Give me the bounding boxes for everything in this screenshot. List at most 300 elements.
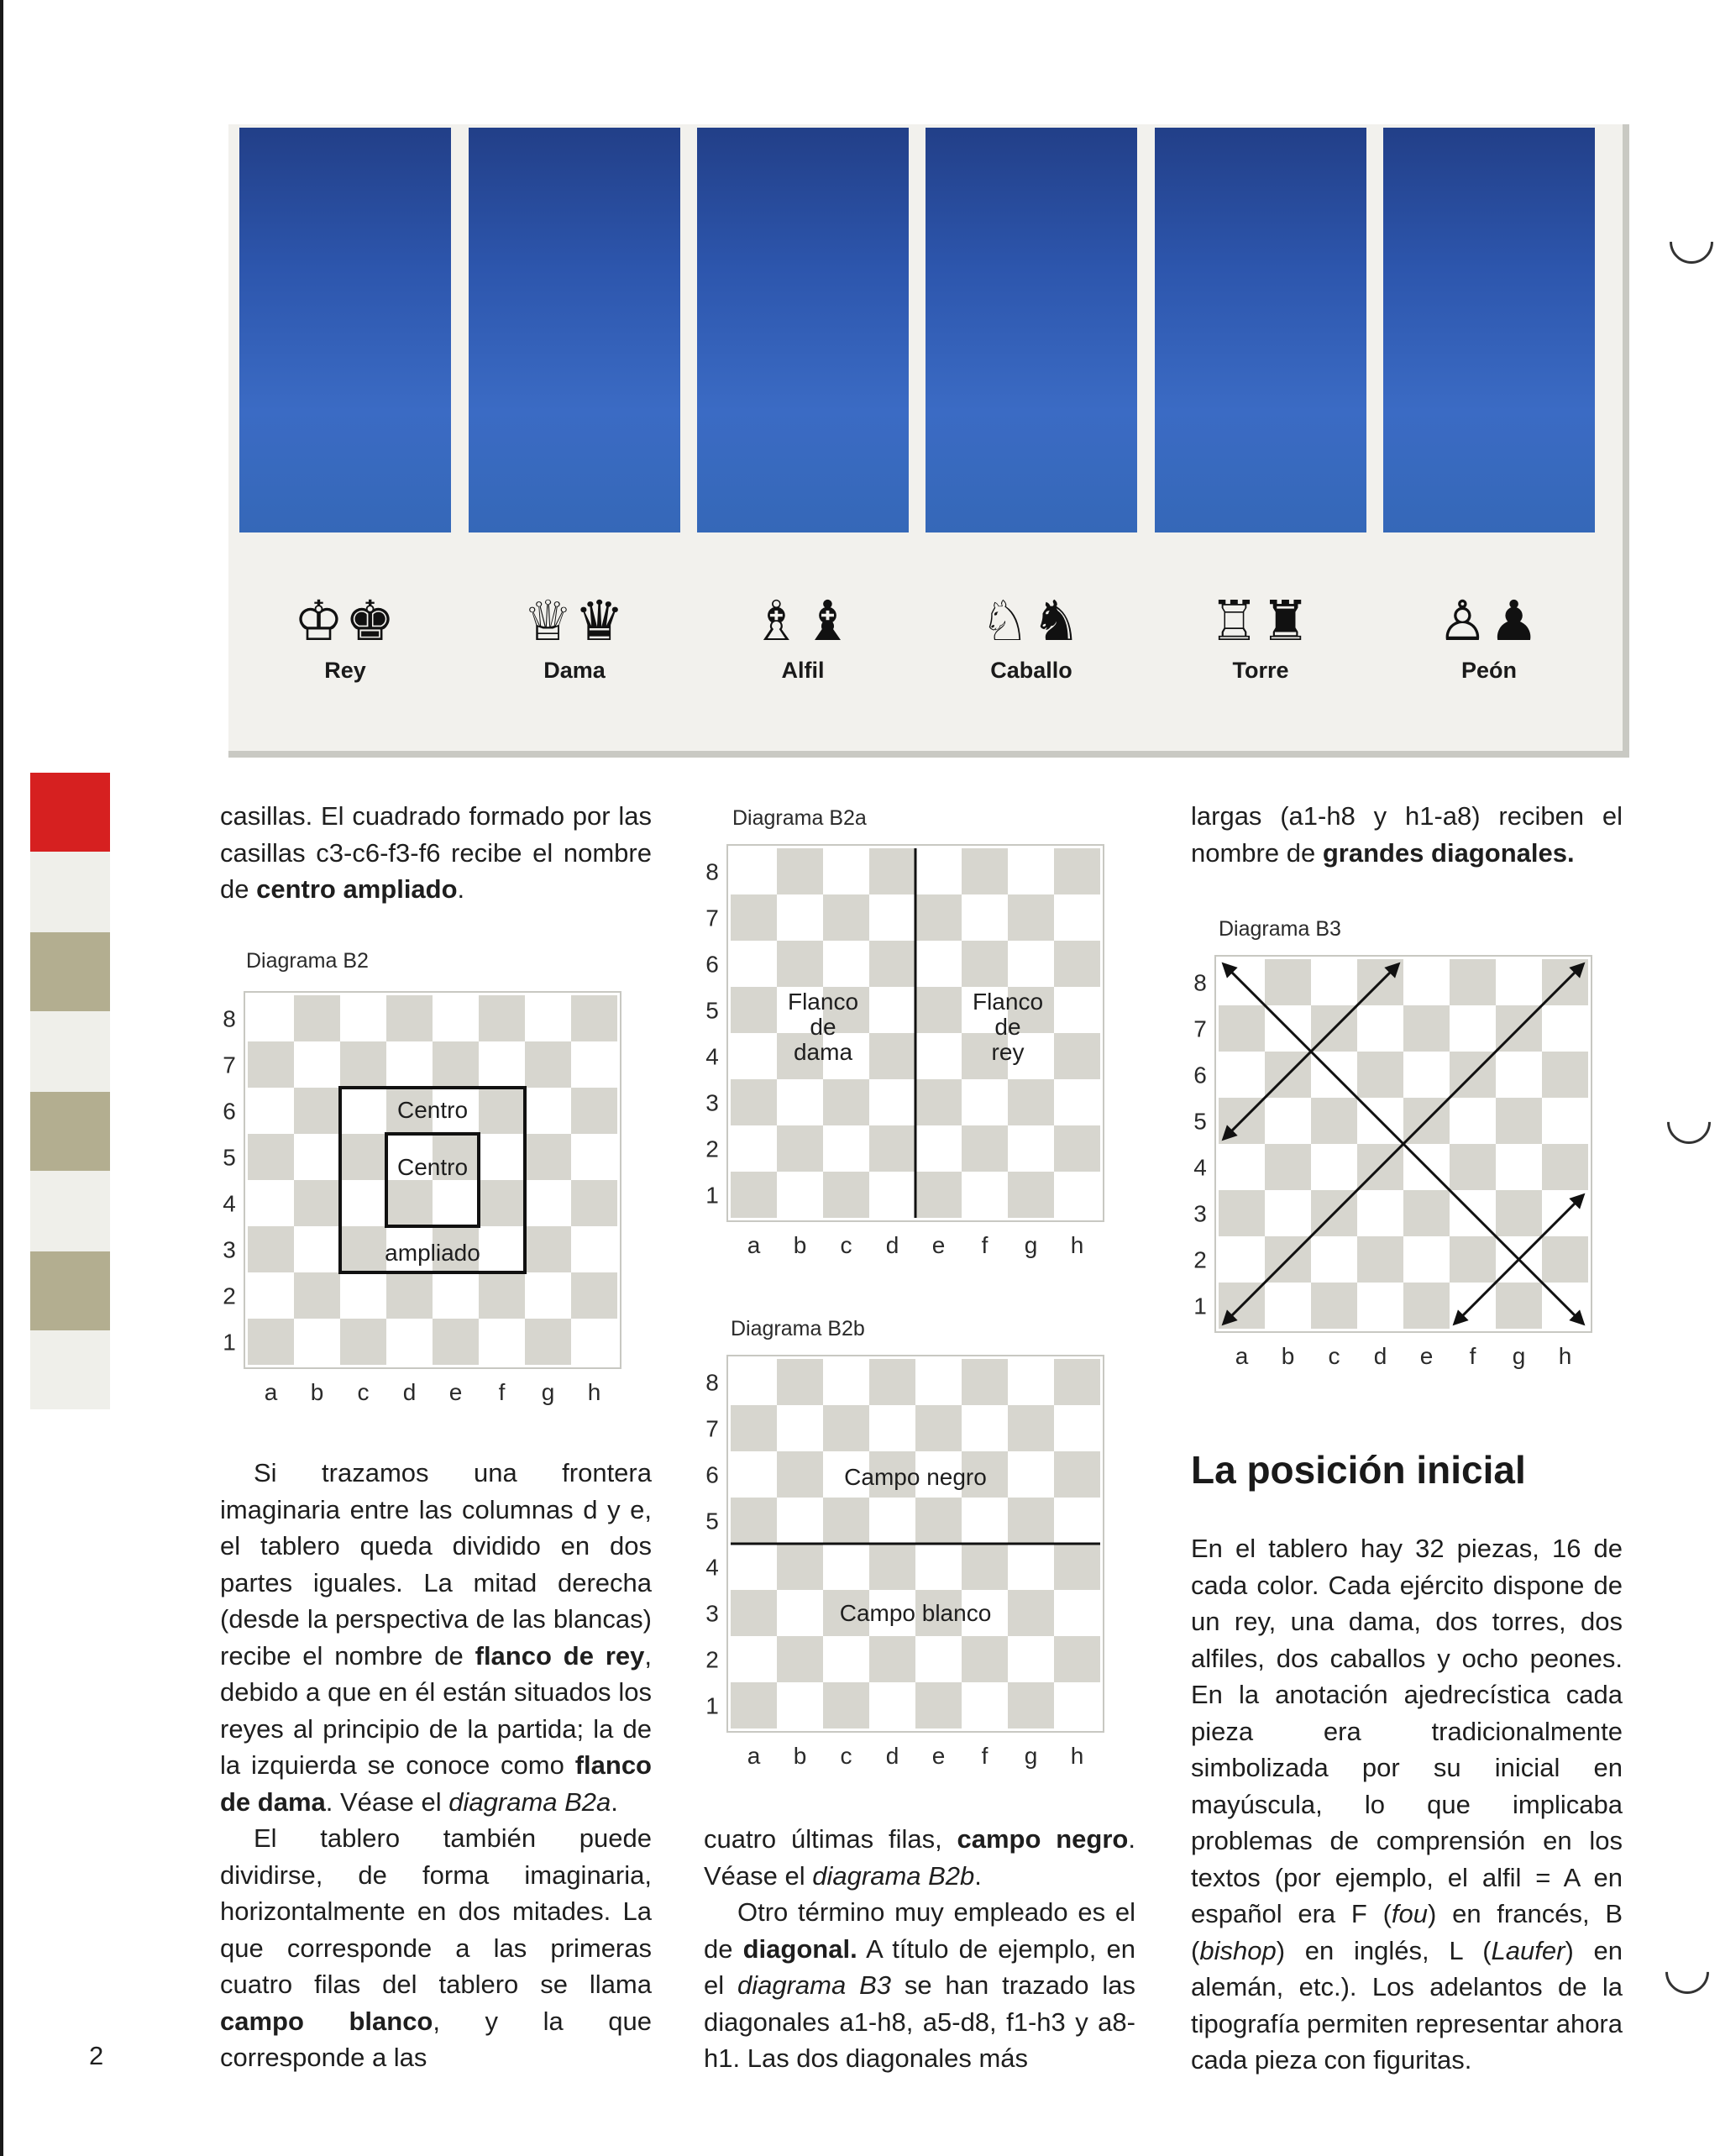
board-square [479,1272,525,1319]
text-run: , debido a que en él están situados los reyes al principio de la partida; la de la izquierda se conoce como [220,1640,652,1780]
board-square [571,995,617,1041]
board-square [1054,894,1100,941]
file-label: e [1419,1343,1434,1369]
board-square [1054,1636,1100,1682]
board-square [731,1590,777,1636]
paragraph [220,1455,652,1820]
board-square [731,1636,777,1682]
board-square [1265,1190,1311,1236]
piece-name: Rey [324,658,366,683]
piece-caballo [926,588,1137,706]
board-square [1265,1283,1311,1329]
file-label: e [931,1232,946,1258]
text-run: En el tablero hay 32 piezas, 16 de cada color. Cada ejército dispone de un rey, una dama, dos torres, dos alfiles, dos caballos y ocho peones. En la anotación ajedrecística cada pieza era tradicionalmente simbolizada por su inicial en mayúscula, lo que implicaba problemas de comprensión en los textos (por ejemplo, el alfil = A en español era F ( [1191,1534,1623,1928]
board-square [1357,1190,1403,1236]
board-square [962,1125,1008,1172]
board-square [731,1172,777,1218]
outer-label: Centro [396,1097,469,1123]
king-flank-label: rey [991,1039,1025,1065]
board-square [915,1636,962,1682]
board-square [1496,959,1542,1005]
board-square [1008,1451,1054,1498]
diagram-b3 [1185,955,1639,1375]
board-square [525,1272,571,1319]
board-square [248,1041,294,1088]
board-square [1542,1236,1588,1283]
text-run: A título de ejemplo, en el [704,1933,1135,2000]
board-square [1542,1052,1588,1098]
board-square [479,1226,525,1272]
board-square [1219,1052,1265,1098]
board-square [869,987,915,1033]
board-square [962,1544,1008,1590]
board-square [869,1682,915,1728]
board-square [1496,1144,1542,1190]
diagram-b2b [697,1355,1151,1775]
board-square [777,1590,823,1636]
section-heading: La posición inicial [1191,1448,1526,1492]
italic-reference: bishop [1199,1935,1277,1965]
board-square [525,1319,571,1365]
board-square [777,894,823,941]
board-square [1008,1405,1054,1451]
photo-peon [1383,128,1595,532]
board-square [294,1272,340,1319]
board-square [571,1226,617,1272]
board-square [915,1544,962,1590]
board-square [962,1079,1008,1125]
binder-hole [1658,1091,1720,1153]
board-square [1008,1125,1054,1172]
board-square [731,1544,777,1590]
rank-label: 2 [223,1283,236,1309]
board-square [731,848,777,894]
board-square [1496,1052,1542,1098]
board-square [1008,1172,1054,1218]
board-square [248,1272,294,1319]
file-label: h [1558,1343,1572,1369]
board-square [1054,987,1100,1033]
board-square [777,1682,823,1728]
board-square [777,1451,823,1498]
file-label: b [310,1379,324,1405]
board-square [777,1359,823,1405]
board-square [731,1498,777,1544]
diagram-title-b2: Diagrama B2 [246,949,369,973]
rank-label: 8 [1193,969,1207,996]
rank-label: 2 [705,1136,719,1162]
piece-name: Alfil [781,658,825,683]
rank-label: 7 [705,905,719,931]
queen-flank-label: Flanco [787,989,859,1015]
board-square [340,1041,386,1088]
king-icon: ♔♚ [293,589,397,653]
board-square [962,941,1008,987]
file-label: g [541,1379,555,1405]
king-flank-label: Flanco [972,989,1044,1015]
rank-label: 5 [223,1144,236,1171]
file-label: h [1070,1232,1084,1258]
board-square [777,1125,823,1172]
rank-label: 6 [705,951,719,978]
board-square [386,995,433,1041]
board-square [869,1359,915,1405]
board-square [1054,1405,1100,1451]
page-edge [0,0,3,2156]
italic-reference: diagrama B3 [737,1970,892,2000]
board-square [915,1498,962,1544]
board-square [731,1405,777,1451]
board-square [1008,1590,1054,1636]
rank-label: 5 [1193,1108,1207,1135]
photo-torre [1155,128,1366,532]
file-label: c [840,1743,852,1769]
paragraph [704,1894,1135,2077]
board-square [962,1405,1008,1451]
board-square [1265,1098,1311,1144]
board-square [777,1079,823,1125]
board-square [340,1272,386,1319]
text-run: , y la que corresponde a las [220,2006,652,2072]
board-square [1450,1236,1496,1283]
bold-term: flanco de rey [475,1640,645,1671]
text-run: Si trazamos una frontera imaginaria entre las columnas d y e, el tablero queda dividido en dos partes iguales. La mitad derecha (desde la perspectiva de las blancas) recibe el nombre de [220,1458,652,1671]
board-square [1265,959,1311,1005]
board-square [525,1041,571,1088]
board-square [433,1041,479,1088]
rank-label: 1 [705,1182,719,1209]
file-label: e [448,1379,463,1405]
file-label: e [931,1743,946,1769]
strip-light [30,1011,110,1092]
rank-label: 8 [705,1369,719,1396]
column-1-top [220,798,652,908]
rank-label: 5 [705,1508,719,1534]
board-square [248,1088,294,1134]
board-square [525,1226,571,1272]
knight-icon: ♘♞ [979,589,1083,653]
board-square [1008,1544,1054,1590]
strip-light [30,1330,110,1409]
rank-label: 4 [1193,1154,1207,1181]
rank-label: 8 [223,1005,236,1032]
board-square [1054,1498,1100,1544]
board-square [340,1226,386,1272]
board-square [915,1359,962,1405]
board-square [1403,1283,1450,1329]
rank-label: 7 [1193,1015,1207,1042]
strip-khaki [30,1092,110,1171]
file-label: g [1024,1232,1038,1258]
board-square [1054,1125,1100,1172]
file-label: d [1373,1343,1387,1369]
rank-label: 7 [223,1052,236,1078]
board-square [479,1041,525,1088]
file-label: a [747,1232,761,1258]
photo-alfil [697,128,909,532]
rook-icon: ♖♜ [1209,589,1313,653]
board-square [1403,959,1450,1005]
board-square [433,1272,479,1319]
board-square [479,995,525,1041]
board-square [1403,1190,1450,1236]
rank-label: 3 [223,1236,236,1263]
board-square [294,995,340,1041]
column-3-top [1191,798,1623,871]
strip-khaki [30,932,110,1011]
binder-hole [1660,211,1720,273]
file-label: b [793,1743,807,1769]
board-square [962,848,1008,894]
rank-label: 1 [1193,1293,1207,1319]
queen-flank-label: dama [793,1039,853,1065]
inner-label: Centro [396,1154,469,1180]
board-square [731,894,777,941]
queen-flank-label: de [810,1014,836,1040]
piece-torre [1155,588,1366,706]
file-label: c [1328,1343,1340,1369]
board-square [962,1682,1008,1728]
board-square [1357,1005,1403,1052]
file-label: d [885,1232,899,1258]
board-square [248,1226,294,1272]
board-square [571,1180,617,1226]
board-square [731,1682,777,1728]
file-label: d [885,1743,899,1769]
strip-khaki [30,1251,110,1330]
board-square [869,848,915,894]
italic-reference: Laufer [1491,1935,1565,1965]
rank-label: 2 [705,1646,719,1673]
text-run: cuatro últimas filas, [704,1824,957,1854]
text-run: . Véase el [325,1786,449,1817]
board-square [1542,1144,1588,1190]
board-square [571,1088,617,1134]
board-square [386,1041,433,1088]
rank-label: 1 [705,1692,719,1719]
board-square [1054,1590,1100,1636]
board-square [915,848,962,894]
board-square [1054,1359,1100,1405]
board-square [869,941,915,987]
text-run: ) en francés, B ( [1191,1899,1623,1965]
board-square [962,1172,1008,1218]
rank-label: 6 [1193,1062,1207,1088]
diagram-title-b2a: Diagrama B2a [732,806,867,830]
queen-icon: ♕♛ [522,589,627,653]
board-square [294,1134,340,1180]
board-square [1219,1236,1265,1283]
file-label: h [587,1379,601,1405]
board-square [731,987,777,1033]
rank-label: 4 [223,1190,236,1217]
board-square [433,1180,479,1226]
board-square [340,1134,386,1180]
file-label: f [981,1743,988,1769]
board-square [823,941,869,987]
rank-label: 6 [705,1461,719,1488]
white-field-label: Campo blanco [839,1600,992,1626]
board-square [294,1041,340,1088]
photo-caballo [926,128,1137,532]
italic-reference: fou [1391,1899,1429,1928]
board-square [869,1125,915,1172]
file-label: a [1235,1343,1249,1369]
file-label: f [1469,1343,1476,1369]
board-square [340,995,386,1041]
bold-term: flanco de dama [220,1750,652,1817]
board-square [340,1180,386,1226]
board-square [823,1405,869,1451]
board-square [386,1272,433,1319]
board-square [433,1319,479,1365]
board-square [777,1498,823,1544]
board-square [823,848,869,894]
piece-name: Peón [1460,658,1517,683]
board-square [1496,1283,1542,1329]
black-field-label: Campo negro [844,1464,987,1490]
rank-label: 5 [705,997,719,1024]
board-square [294,1319,340,1365]
rank-label: 1 [223,1329,236,1356]
board-square [479,1088,525,1134]
board-square [731,1451,777,1498]
paragraph [220,798,652,908]
file-label: d [402,1379,417,1405]
board-square [1219,1190,1265,1236]
board-square [1219,1144,1265,1190]
board-square [1054,941,1100,987]
board-square [869,1544,915,1590]
board-square [386,1319,433,1365]
board-square [869,894,915,941]
board-square [823,1498,869,1544]
board-square [777,1405,823,1451]
board-square [823,1544,869,1590]
file-label: a [747,1743,761,1769]
column-3-bottom [1191,1530,1623,2079]
board-square [823,1079,869,1125]
board-square [1054,1079,1100,1125]
paragraph [1191,1530,1623,2079]
binder-hole [1656,1941,1718,2003]
file-label: c [840,1232,852,1258]
board-square [1008,848,1054,894]
board-square [1450,959,1496,1005]
board-square [340,1319,386,1365]
bold-term: campo blanco [220,2006,433,2036]
text-run: . Véase el [704,1824,1135,1891]
board-square [962,1498,1008,1544]
board-square [1054,848,1100,894]
file-label: g [1512,1343,1526,1369]
paragraph [704,1821,1135,1894]
board-square [777,1544,823,1590]
board-square [1008,1636,1054,1682]
italic-reference: diagrama B2a [448,1786,611,1817]
board-square [1311,1236,1357,1283]
board-square [731,1033,777,1079]
board-square [479,1134,525,1180]
board-square [731,1359,777,1405]
board-square [479,1319,525,1365]
strip-light [30,1171,110,1251]
board-square [731,1079,777,1125]
board-square [1450,1005,1496,1052]
board-square [1008,894,1054,941]
board-square [823,1636,869,1682]
text-run: . [974,1860,982,1891]
rank-label: 6 [223,1098,236,1125]
file-label: f [981,1232,988,1258]
board-square [1008,941,1054,987]
board-square [962,1636,1008,1682]
text-run: casillas. El cuadrado formado por las casillas c3-c6-f3-f6 recibe el nombre de [220,801,652,904]
rank-label: 4 [705,1554,719,1581]
bold-term: grandes diagonales. [1322,837,1575,868]
piece-photos [239,128,1600,532]
piece-legend [239,588,1600,706]
board-square [1008,1498,1054,1544]
piece-name: Torre [1232,658,1289,683]
bold-term: campo negro [957,1824,1129,1854]
board-square [294,1226,340,1272]
board-square [1403,1005,1450,1052]
text-run: ) en alemán, etc.). Los adelantos de la tipografía permiten representar ahora cada pieza con figuritas. [1191,1935,1623,2075]
board-square [294,1088,340,1134]
board-square [823,1359,869,1405]
paragraph [1191,798,1623,871]
board-square [869,1079,915,1125]
board-square [915,1125,962,1172]
board-square [1542,1098,1588,1144]
board-square [1542,1005,1588,1052]
text-run: Otro término muy empleado es el de [704,1897,1135,1964]
board-square [1450,1144,1496,1190]
board-square [1403,1052,1450,1098]
board-square [823,894,869,941]
bottom-label: ampliado [385,1240,480,1266]
text-run: . [457,874,465,904]
board-square [248,995,294,1041]
board-square [1357,1283,1403,1329]
board-square [869,1172,915,1218]
board-square [1054,1451,1100,1498]
diagram-b2 [214,991,668,1411]
board-square [248,1180,294,1226]
pawn-icon: ♙♟ [1437,589,1541,653]
board-square [248,1319,294,1365]
board-square [248,1134,294,1180]
piece-alfil [697,588,909,706]
rank-label: 4 [705,1043,719,1070]
bold-term: centro ampliado [256,874,458,904]
text-run: . [611,1786,618,1817]
board-square [1054,1544,1100,1590]
board-square [869,1636,915,1682]
text-run: El tablero también puede dividirse, de forma imaginaria, horizontalmente en dos mitades. La que corresponde a las primeras cuatro filas del tablero se llama [220,1823,652,1999]
diagram-title-b2b: Diagrama B2b [731,1317,865,1340]
board-square [869,1498,915,1544]
board-square [525,1088,571,1134]
rank-label: 2 [1193,1246,1207,1273]
board-square [915,987,962,1033]
board-square [777,1636,823,1682]
board-square [1496,1190,1542,1236]
file-label: c [357,1379,370,1405]
text-run: ) en inglés, L ( [1276,1935,1492,1965]
board-square [915,1033,962,1079]
